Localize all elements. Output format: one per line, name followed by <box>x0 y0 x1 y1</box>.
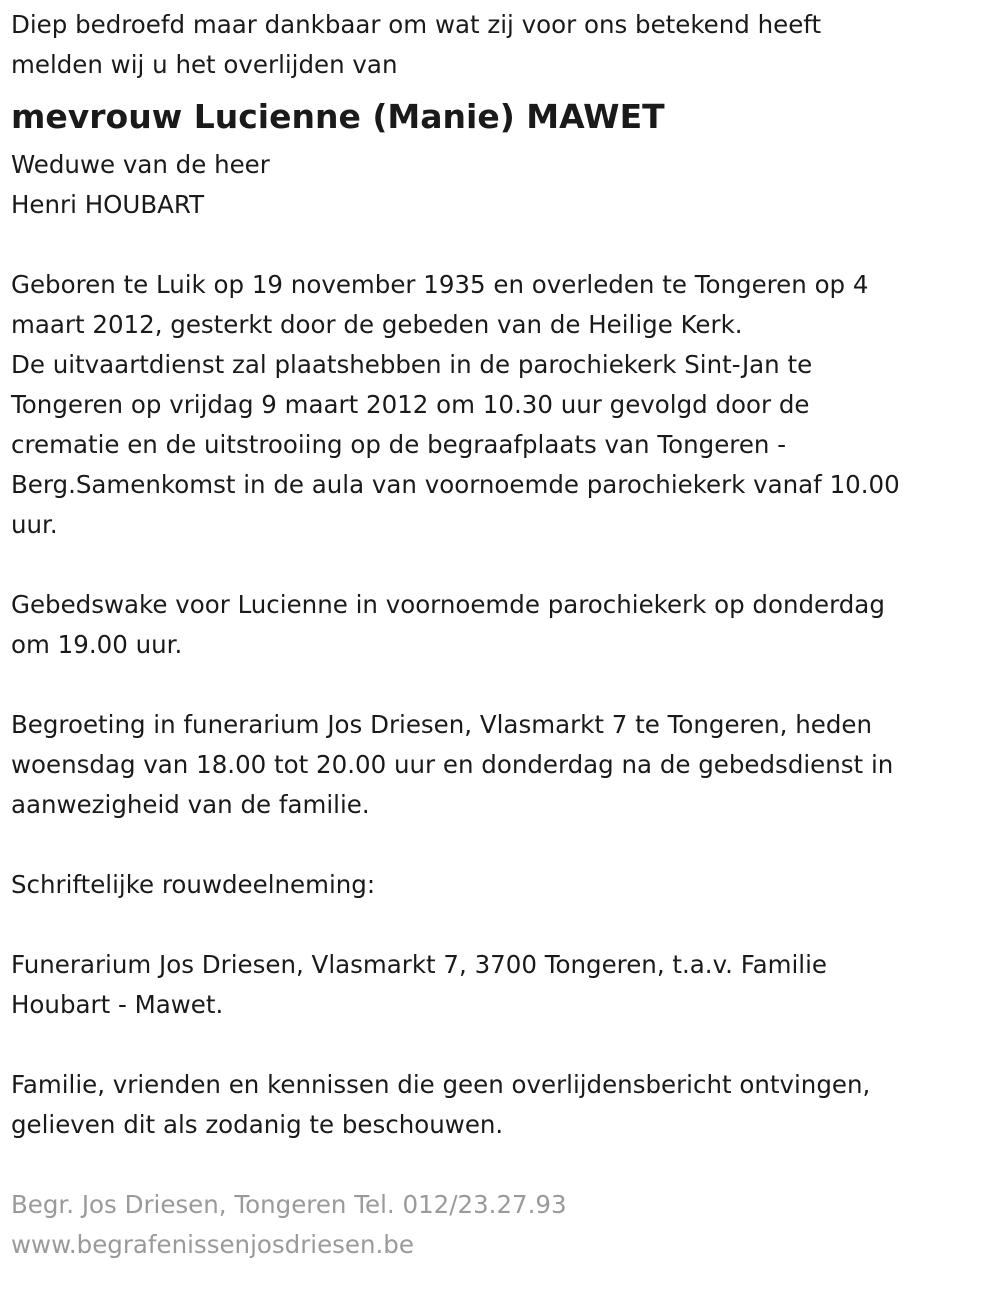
obituary-notice <box>11 5 900 1265</box>
paragraph <box>11 865 900 905</box>
paragraph <box>11 1065 900 1145</box>
paragraph-line: Berg.Samenkomst in de aula van voornoemde parochiekerk vanaf 10.00 <box>11 470 900 499</box>
paragraph <box>11 945 900 1025</box>
paragraph-line: Funerarium Jos Driesen, Vlasmarkt 7, 3700 Tongeren, t.a.v. Familie <box>11 950 827 979</box>
paragraph-line: Schriftelijke rouwdeelneming: <box>11 870 376 899</box>
paragraph-line: om 19.00 uur. <box>11 630 183 659</box>
intro-line: Diep bedroefd maar dankbaar om wat zij voor ons betekend heeft <box>11 10 822 39</box>
paragraph-line: De uitvaartdienst zal plaatshebben in de parochiekerk Sint-Jan te <box>11 350 813 379</box>
paragraph-line: maart 2012, gesterkt door de gebeden van de Heilige Kerk. <box>11 310 743 339</box>
paragraph-line: uur. <box>11 510 58 539</box>
paragraph-line: gelieven dit als zodanig te beschouwen. <box>11 1110 504 1139</box>
paragraph-line: Tongeren op vrijdag 9 maart 2012 om 10.30 uur gevolgd door de <box>11 390 810 419</box>
paragraph <box>11 585 900 665</box>
paragraph-line: Gebedswake voor Lucienne in voornoemde parochiekerk op donderdag <box>11 590 885 619</box>
funeral-home-website[interactable]: www.begrafenissenjosdriesen.be <box>11 1230 414 1259</box>
paragraph-line: Familie, vrienden en kennissen die geen overlijdensbericht ontvingen, <box>11 1070 871 1099</box>
paragraph-line: Houbart - Mawet. <box>11 990 224 1019</box>
paragraph <box>11 705 900 825</box>
paragraph-line: Begroeting in funerarium Jos Driesen, Vlasmarkt 7 te Tongeren, heden <box>11 710 872 739</box>
paragraph-line: Geboren te Luik op 19 november 1935 en overleden te Tongeren op 4 <box>11 270 869 299</box>
intro-line: melden wij u het overlijden van <box>11 50 398 79</box>
paragraph-line: aanwezigheid van de familie. <box>11 790 370 819</box>
deceased-name: mevrouw Lucienne (Manie) MAWET <box>11 97 665 136</box>
spouse-line: Weduwe van de heer <box>11 150 270 179</box>
notice-body <box>11 265 900 1185</box>
paragraph-line: crematie en de uitstrooiing op de begraafplaats van Tongeren - <box>11 430 787 459</box>
funeral-home-contact: Begr. Jos Driesen, Tongeren Tel. 012/23.27.93 <box>11 1190 567 1219</box>
paragraph-line: woensdag van 18.00 tot 20.00 uur en donderdag na de gebedsdienst in <box>11 750 894 779</box>
paragraph <box>11 265 900 545</box>
spouse-line: Henri HOUBART <box>11 190 205 219</box>
